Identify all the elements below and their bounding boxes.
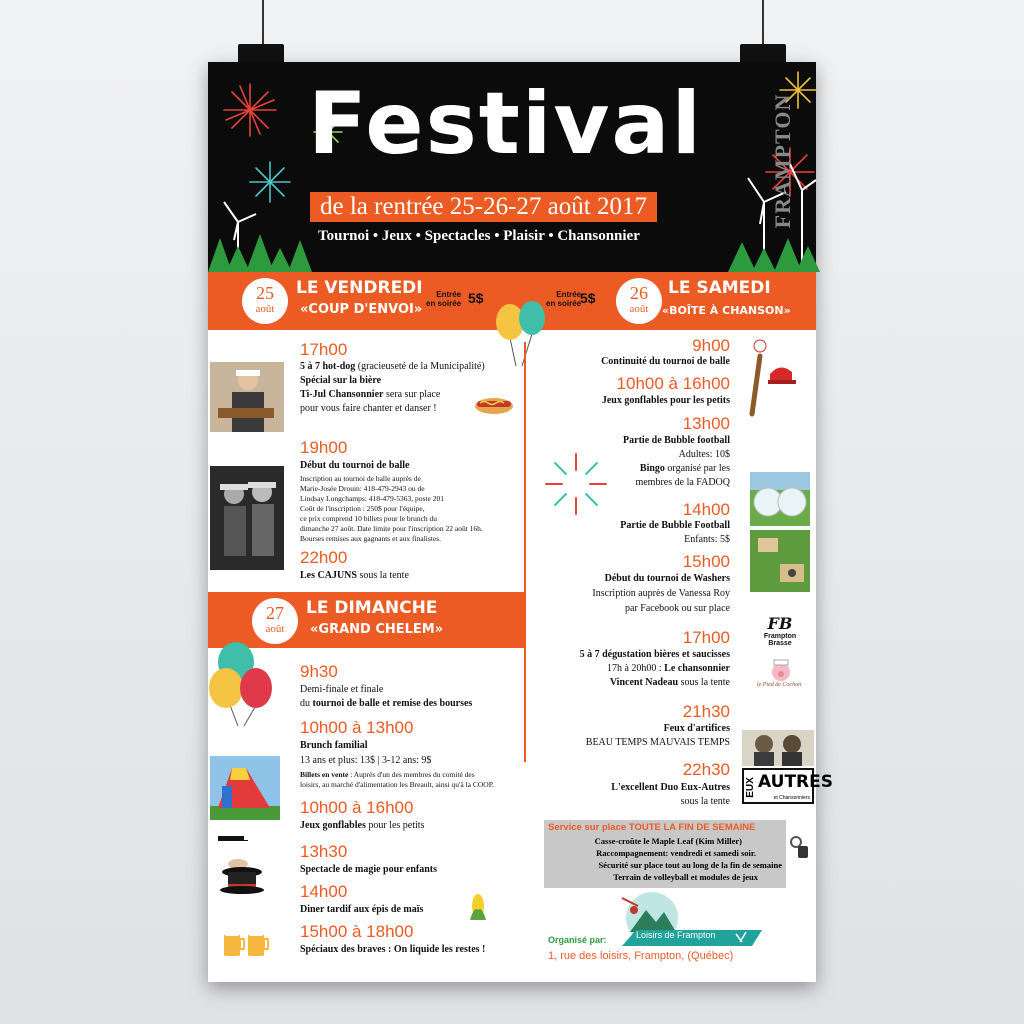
friday-title: LE VENDREDI [296, 278, 423, 298]
service-title-a: Service sur place [548, 822, 629, 833]
service-title-b: TOUTE LA FIN DE SEMAINE [628, 822, 756, 833]
saturday-event-3-time: 13h00 [682, 414, 730, 433]
sunday-event-3-line1 [300, 820, 424, 832]
eux-autres-logo [742, 768, 833, 804]
saturday-event-7-time: 21h30 [682, 702, 730, 721]
balloons-icon [492, 298, 552, 368]
service-line-1: Casse-croûte le Maple Leaf (Kim Miller) [594, 836, 742, 846]
sunday-event-2-line2: 13 ans et plus: 13$ | 3-12 ans: 9$ [300, 755, 432, 766]
saturday-event-5-line3: par Facebook ou sur place [625, 603, 730, 614]
friday-event-2-small6: dimanche 27 août. Date limite pour l'inscription 22 août 16h. [300, 524, 483, 533]
friday-price: 5$ [468, 290, 484, 306]
cajuns-name: Les CAJUNS [300, 570, 357, 581]
town-name: FRAMPTON [770, 93, 795, 229]
sunday-event-1-tournoi: tournoi de balle et remise des bourses [312, 698, 473, 709]
saturday-subtitle: «BOÎTE À CHANSON» [662, 304, 791, 317]
bingo-label: Bingo [639, 463, 665, 474]
festival-title: Festival [308, 74, 703, 174]
hanger-string-right [762, 0, 764, 44]
saturday-event-6-line3 [610, 677, 730, 689]
sunday-event-1-time: 9h30 [300, 662, 338, 681]
sunday-event-2-small1 [300, 770, 475, 779]
baseball-bat-cap-icon [742, 338, 798, 418]
friday-month: août [255, 303, 275, 315]
hotdog-note: (gracieuseté de la Municipalité) [355, 361, 485, 372]
saturday-event-1-time: 9h00 [692, 336, 730, 355]
friday-event-3-line1 [300, 570, 409, 582]
saturday-event-8-time: 22h30 [682, 760, 730, 779]
friday-subtitle: «COUP D'ENVOI» [300, 302, 423, 317]
hanger-clip-left [238, 44, 284, 64]
saturday-event-4-line1: Partie de Bubble Football [620, 520, 730, 531]
frampton-brasse-logo [756, 614, 804, 647]
saturday-event-5-time: 15h00 [682, 552, 730, 571]
saturday-event-6-time: 17h00 [682, 628, 730, 647]
saturday-event-1-line1: Continuité du tournoi de balle [601, 356, 730, 367]
friday-event-2-small7: Bourses remises aux gagnants et aux finalistes. [300, 534, 442, 543]
sunday-event-2-line1: Brunch familial [300, 740, 368, 751]
friday-event-2-small3: Lindsay Longchamps: 418-479-5363, poste 201 [300, 494, 444, 503]
beer-mugs-icon [222, 926, 272, 960]
chansonnier-photo [210, 362, 284, 432]
friday-event-3-time: 22h00 [300, 548, 348, 567]
friday-entree-sub: en soirée [426, 299, 462, 308]
service-line-4: Terrain de volleyball et modules de jeux [613, 872, 758, 882]
jeux-gonflables-note: pour les petits [365, 820, 425, 831]
friday-event-2-time: 19h00 [300, 438, 348, 457]
chansonnier-label: Le chansonnier [664, 663, 730, 674]
fb-name: Frampton Brasse [763, 633, 797, 647]
poster-header [208, 62, 816, 272]
saturday-price: 5$ [580, 290, 596, 306]
chansonnier-name: Ti-Jul Chansonnier [300, 389, 384, 400]
festival-poster [208, 62, 833, 982]
friday-entree-label [426, 290, 461, 308]
saturday-event-3-line3 [640, 463, 730, 475]
hanger-string-left [262, 0, 264, 44]
festival-subtitle-dates: de la rentrée 25-26-27 août 2017 [310, 192, 657, 222]
saturday-event-6-line2 [607, 663, 730, 675]
sunday-event-5-time: 14h00 [300, 882, 348, 901]
sunday-event-6-line1: Spéciaux des braves : On liquide les restes ! [300, 944, 486, 955]
saturday-event-3-line1: Partie de Bubble football [623, 435, 730, 446]
saturday-event-4-line2: Enfants: 5$ [684, 534, 730, 545]
sunday-event-2-time: 10h00 à 13h00 [300, 718, 414, 737]
sunday-event-5-line1: Diner tardif aux épis de maïs [300, 904, 424, 915]
town-vertical-label [758, 88, 795, 238]
cajuns-photo [210, 466, 284, 570]
cajuns-note: sous la tente [356, 570, 409, 581]
saturday-event-3-line2: Adultes: 10$ [678, 449, 730, 460]
friday-event-2-small1: Inscription au tournoi de balle auprès de [300, 474, 421, 483]
eux-autres-photo [742, 730, 814, 766]
friday-event-2-small4: Coût de l'inscription : 250$ pour l'équipe, [300, 504, 425, 513]
corn-icon [468, 892, 488, 922]
hotdog-text: 5 à 7 hot-dog [300, 361, 356, 372]
saturday-date-circle [616, 278, 662, 324]
chansonnier-hours: 17h à 20h00 : [606, 663, 665, 674]
column-divider [524, 342, 526, 762]
hotdog-icon [474, 392, 514, 416]
magic-hat-icon [214, 832, 268, 894]
billets-label: Billets en vente [300, 770, 349, 779]
friday-event-1-time: 17h00 [300, 340, 348, 359]
washers-game-photo [750, 530, 810, 592]
sunday-event-2-small2: loisirs, au marché d'alimentation les Breault, ainsi qu'à la COOP. [300, 780, 494, 789]
autres-sub: et Chansonniers [773, 795, 810, 801]
saturday-day: 26 [630, 283, 648, 303]
footer-address: 1, rue des loisirs, Frampton, (Québec) [548, 950, 734, 962]
sunday-event-4-time: 13h30 [300, 842, 348, 861]
sunday-event-1-du: du [300, 698, 313, 709]
vincent-note: sous la tente [678, 677, 730, 688]
firework-burst-icon [544, 452, 608, 516]
billets-text: : Auprès d'un des membres du comité des [348, 770, 475, 779]
friday-entree-text: Entrée [436, 290, 462, 299]
service-title [548, 822, 756, 833]
saturday-entree-text: Entrée [556, 290, 582, 299]
chansonnier-note: sera sur place [383, 389, 441, 400]
hanger-clip-right [740, 44, 786, 64]
loisirs-frampton-label: Loisirs de Frampton [636, 930, 716, 940]
sunday-date-circle [252, 598, 298, 644]
saturday-event-8-line2: sous la tente [680, 796, 730, 807]
inflatable-slide-photo [210, 756, 280, 820]
saturday-entree-sub: en soirée [546, 299, 582, 308]
bingo-note: organisé par les [664, 463, 730, 474]
sunday-month: août [265, 623, 285, 635]
fb-mark: FB [767, 614, 793, 633]
friday-event-1-line1 [300, 361, 485, 373]
saturday-event-6-line1: 5 à 7 dégustation bières et saucisses [579, 649, 730, 660]
festival-tagline: Tournoi • Jeux • Spectacles • Plaisir • Chansonnier [318, 228, 640, 244]
saturday-month: août [629, 303, 649, 315]
car-keys-icon [788, 834, 812, 860]
friday-day: 25 [256, 283, 274, 303]
friday-event-2-line1: Début du tournoi de balle [300, 460, 410, 471]
saturday-event-7-line2: BEAU TEMPS MAUVAIS TEMPS [585, 737, 730, 748]
sunday-day: 27 [266, 603, 284, 623]
autres-text: AUTRES [758, 772, 833, 792]
service-line-2: Raccompagnement: vendredi et samedi soir. [596, 848, 756, 858]
saturday-event-5-line2: Inscription auprès de Vanessa Roy [592, 588, 730, 599]
saturday-event-2-line1: Jeux gonflables pour les petits [601, 395, 730, 406]
saturday-event-3-line4: membres de la FADOQ [635, 477, 730, 488]
friday-event-2-small5: ce prix comprend 10 billets pour le brunch du [300, 514, 438, 523]
service-line-3: Sécurité sur place tout au long de la fin de semaine [598, 860, 782, 870]
sunday-event-3-time: 10h00 à 16h00 [300, 798, 414, 817]
sunday-event-1-line2 [300, 698, 472, 710]
organise-par-label: Organisé par: [548, 935, 607, 945]
friday-event-1-line3 [300, 389, 440, 401]
sunday-event-1-line1: Demi-finale et finale [300, 684, 384, 695]
sunday-event-4-line1: Spectacle de magie pour enfants [300, 864, 438, 875]
sunday-subtitle: «GRAND CHELEM» [310, 622, 444, 637]
pied-de-cochon-pig-icon [768, 660, 794, 682]
pied-de-cochon-label: le Pied de Cochon [756, 682, 802, 688]
eux-text: EUX [744, 777, 756, 798]
friday-date-circle [242, 278, 288, 324]
saturday-event-8-line1: L'excellent Duo Eux-Autres [611, 782, 730, 793]
friday-event-1-line4: pour vous faire chanter et danser ! [300, 403, 437, 414]
balloons-cluster-icon [208, 640, 278, 726]
service-box [544, 820, 786, 888]
friday-event-1-line2: Spécial sur la bière [300, 375, 382, 386]
sunday-event-6-time: 15h00 à 18h00 [300, 922, 414, 941]
bubble-football-photo [750, 472, 810, 526]
saturday-title: LE SAMEDI [668, 278, 771, 298]
saturday-event-7-line1: Feux d'artifices [663, 723, 730, 734]
saturday-event-2-time: 10h00 à 16h00 [616, 374, 730, 393]
friday-event-2-small2: Marie-Josée Drouin: 418-479-2943 ou de [300, 484, 425, 493]
sunday-title: LE DIMANCHE [306, 598, 438, 618]
jeux-gonflables-label: Jeux gonflables [300, 820, 366, 831]
vincent-nadeau: Vincent Nadeau [609, 677, 679, 688]
saturday-event-5-line1: Début du tournoi de Washers [604, 573, 730, 584]
saturday-event-4-time: 14h00 [682, 500, 730, 519]
